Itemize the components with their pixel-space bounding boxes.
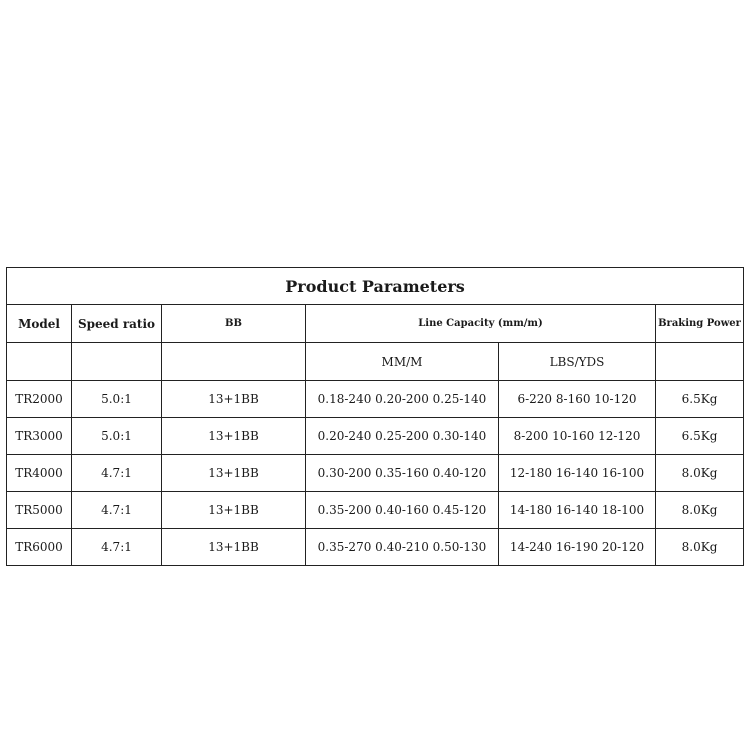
cell-speed-ratio: 5.0:1 xyxy=(72,381,162,418)
subheader-mm-m: MM/M xyxy=(306,343,499,381)
header-model: Model xyxy=(7,305,72,343)
cell-mm-m: 0.20-240 0.25-200 0.30-140 xyxy=(306,418,499,455)
cell-lbs-yds: 12-180 16-140 16-100 xyxy=(499,455,656,492)
header-bb: BB xyxy=(162,305,306,343)
table-title-row xyxy=(7,268,744,305)
cell-braking-power: 6.5Kg xyxy=(656,418,744,455)
table-row xyxy=(7,529,744,566)
cell-bb: 13+1BB xyxy=(162,455,306,492)
cell-speed-ratio: 4.7:1 xyxy=(72,529,162,566)
cell-bb: 13+1BB xyxy=(162,418,306,455)
cell-lbs-yds: 14-240 16-190 20-120 xyxy=(499,529,656,566)
header-braking-power: Braking Power xyxy=(656,305,744,343)
cell-mm-m: 0.18-240 0.20-200 0.25-140 xyxy=(306,381,499,418)
cell-braking-power: 8.0Kg xyxy=(656,492,744,529)
table-row xyxy=(7,381,744,418)
cell-speed-ratio: 4.7:1 xyxy=(72,455,162,492)
cell-speed-ratio: 4.7:1 xyxy=(72,492,162,529)
subheader-blank-speed xyxy=(72,343,162,381)
cell-mm-m: 0.35-200 0.40-160 0.45-120 xyxy=(306,492,499,529)
table-row xyxy=(7,455,744,492)
cell-bb: 13+1BB xyxy=(162,529,306,566)
table-row xyxy=(7,418,744,455)
header-line-capacity: Line Capacity (mm/m) xyxy=(306,305,656,343)
cell-braking-power: 6.5Kg xyxy=(656,381,744,418)
cell-model: TR5000 xyxy=(7,492,72,529)
table-header-row xyxy=(7,305,744,343)
cell-mm-m: 0.30-200 0.35-160 0.40-120 xyxy=(306,455,499,492)
table-title: Product Parameters xyxy=(7,268,744,305)
cell-model: TR3000 xyxy=(7,418,72,455)
cell-bb: 13+1BB xyxy=(162,492,306,529)
subheader-blank-braking xyxy=(656,343,744,381)
table-row xyxy=(7,492,744,529)
subheader-blank-model xyxy=(7,343,72,381)
cell-speed-ratio: 5.0:1 xyxy=(72,418,162,455)
cell-model: TR4000 xyxy=(7,455,72,492)
header-speed-ratio: Speed ratio xyxy=(72,305,162,343)
cell-lbs-yds: 6-220 8-160 10-120 xyxy=(499,381,656,418)
subheader-blank-bb xyxy=(162,343,306,381)
cell-braking-power: 8.0Kg xyxy=(656,529,744,566)
product-parameters-table xyxy=(6,267,744,566)
cell-braking-power: 8.0Kg xyxy=(656,455,744,492)
subheader-lbs-yds: LBS/YDS xyxy=(499,343,656,381)
cell-lbs-yds: 8-200 10-160 12-120 xyxy=(499,418,656,455)
cell-mm-m: 0.35-270 0.40-210 0.50-130 xyxy=(306,529,499,566)
cell-lbs-yds: 14-180 16-140 18-100 xyxy=(499,492,656,529)
table-subheader-row xyxy=(7,343,744,381)
cell-model: TR6000 xyxy=(7,529,72,566)
cell-bb: 13+1BB xyxy=(162,381,306,418)
cell-model: TR2000 xyxy=(7,381,72,418)
